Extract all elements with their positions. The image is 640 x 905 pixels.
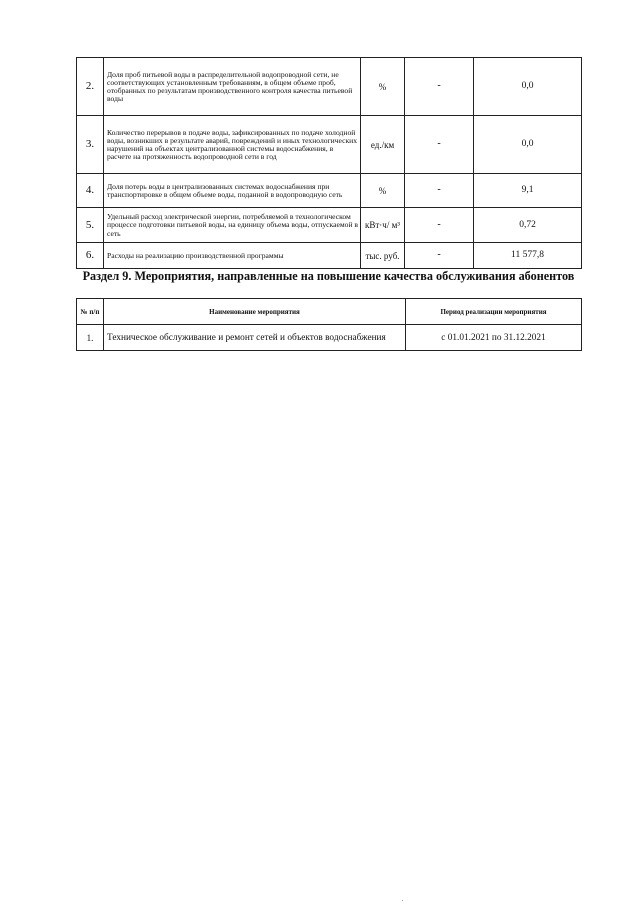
header-period: Период реализации мероприятия — [406, 299, 582, 325]
unit-cell: кВт·ч/ м³ — [361, 208, 405, 243]
measure-period: с 01.01.2021 по 31.12.2021 — [406, 325, 582, 351]
unit-cell: % — [361, 58, 405, 116]
indicator-description: Количество перерывов в подаче воды, зафиксированных по подаче холодной воды, возникших в результате аварий, повреждений и иных технологических нарушений на объектах централизованной системы водоснабжения, в расчете на протяженность водопроводной сети в год — [104, 116, 361, 174]
plan-value-cell: 0,72 — [474, 208, 582, 243]
table-header-row — [77, 299, 582, 325]
table-row — [77, 243, 582, 269]
plan-value-cell: 11 577,8 — [474, 243, 582, 269]
indicator-description: Доля проб питьевой воды в распределительной водопроводной сети, не соответствующих установленным требованиям, в общем объеме проб, отобранных по результатам производственного контроля качества питьевой воды — [104, 58, 361, 116]
measures-table — [76, 298, 582, 351]
indicator-description: Доля потерь воды в централизованных системах водоснабжения при транспортировке в общем объеме воды, поданной в водопроводную сеть — [104, 174, 361, 208]
indicator-description: Расходы на реализацию производственной программы — [104, 243, 361, 269]
indicator-description: Удельный расход электрической энергии, потребляемой в технологическом процессе подготовки питьевой воды, на единицу объема воды, отпускаемой в сеть — [104, 208, 361, 243]
section-title: Раздел 9. Мероприятия, направленные на повышение качества обслуживания абонентов — [82, 269, 575, 283]
plan-value-cell: 9,1 — [474, 174, 582, 208]
base-value-cell: - — [405, 58, 474, 116]
header-num: № п/п — [77, 299, 104, 325]
row-number: 2. — [77, 58, 104, 116]
base-value-cell: - — [405, 208, 474, 243]
unit-cell: ед./км — [361, 116, 405, 174]
row-number: 1. — [77, 325, 104, 351]
table-row — [77, 116, 582, 174]
table-row — [77, 325, 582, 351]
unit-cell: % — [361, 174, 405, 208]
measure-name: Техническое обслуживание и ремонт сетей и объектов водоснабжения — [104, 325, 406, 351]
row-number: 3. — [77, 116, 104, 174]
table-row — [77, 174, 582, 208]
row-number: 6. — [77, 243, 104, 269]
unit-cell: тыс. руб. — [361, 243, 405, 269]
plan-value-cell: 0,0 — [474, 58, 582, 116]
row-number: 4. — [77, 174, 104, 208]
table-row — [77, 208, 582, 243]
base-value-cell: - — [405, 116, 474, 174]
plan-value-cell: 0,0 — [474, 116, 582, 174]
base-value-cell: - — [405, 243, 474, 269]
indicators-table — [76, 57, 582, 269]
row-number: 5. — [77, 208, 104, 243]
header-name: Наименование мероприятия — [104, 299, 406, 325]
scan-speck — [402, 900, 403, 901]
base-value-cell: - — [405, 174, 474, 208]
table-row — [77, 58, 582, 116]
